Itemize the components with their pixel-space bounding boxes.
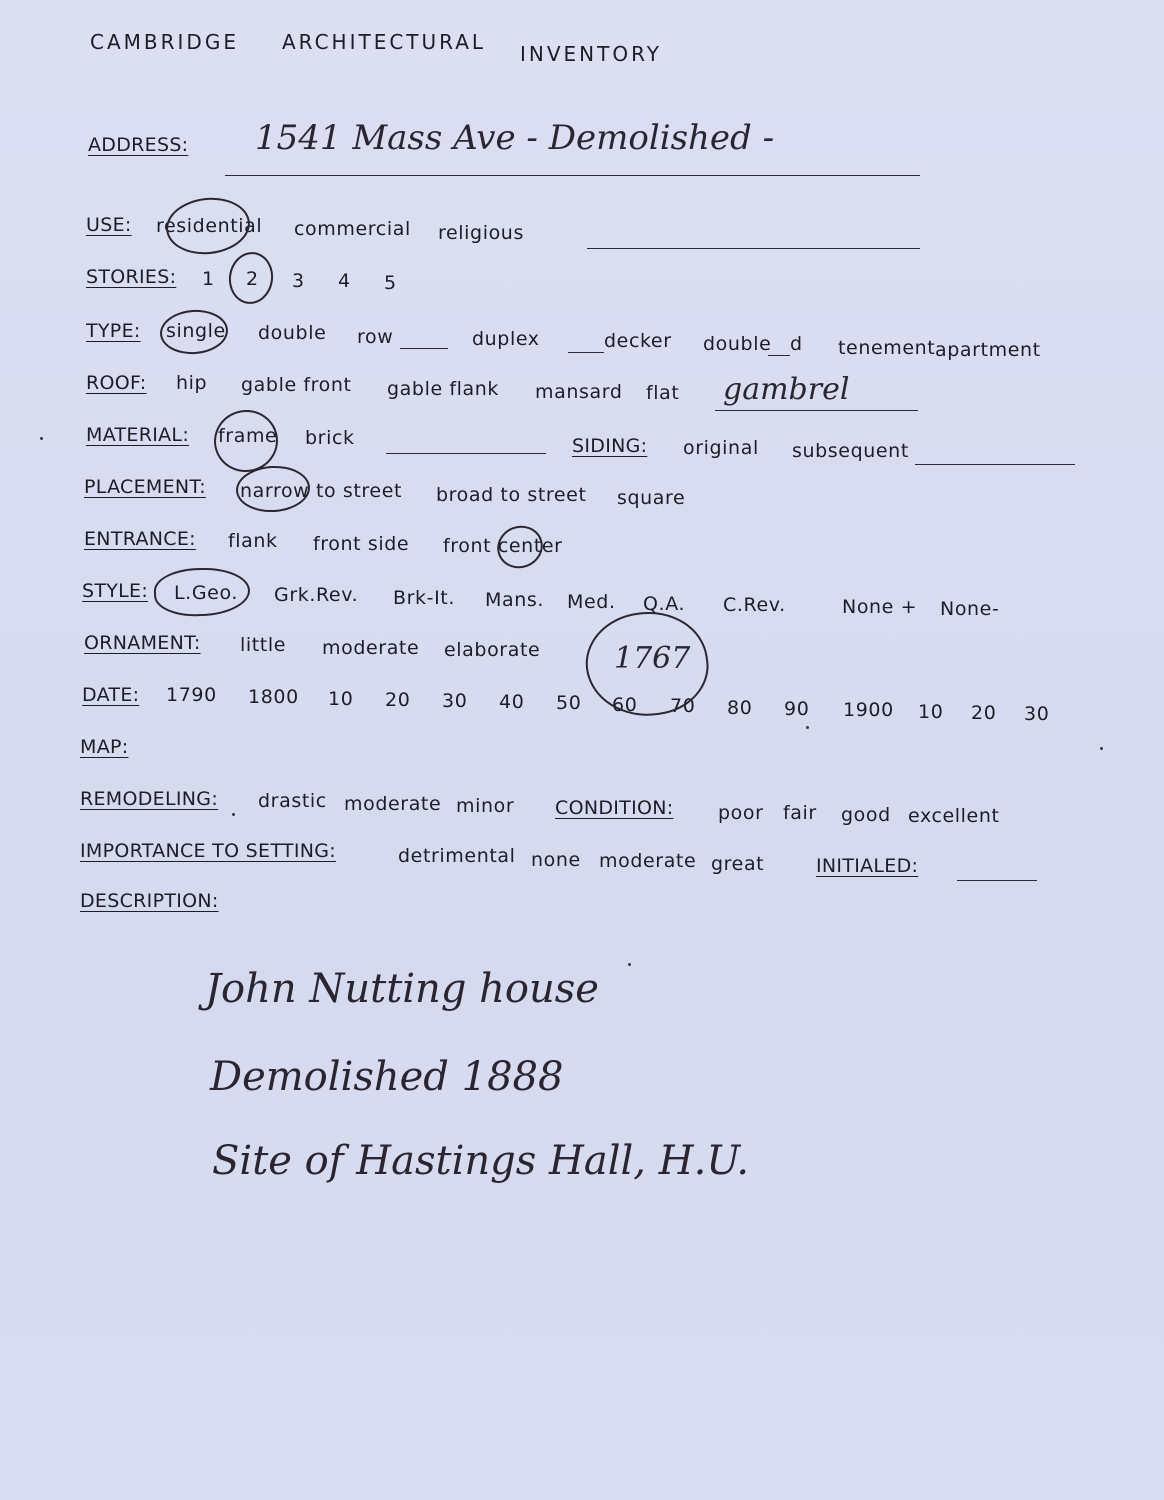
material-option-brick: brick — [305, 427, 355, 449]
style-option-lgeo: L.Geo. — [174, 582, 238, 604]
type-option-double-d: double — [703, 333, 772, 355]
ornament-label: ORNAMENT: — [84, 632, 201, 654]
style-option-none-plus: None + — [842, 596, 918, 618]
date-option-80: 80 — [727, 697, 753, 719]
date-handwritten-value: 1767 — [614, 641, 691, 676]
roof-other-line — [715, 410, 918, 411]
condition-option-poor: poor — [718, 802, 764, 824]
date-option-70: 70 — [670, 695, 696, 717]
style-option-grkrev: Grk.Rev. — [274, 584, 359, 606]
siding-other-line — [915, 464, 1075, 465]
material-label: MATERIAL: — [86, 424, 190, 446]
condition-option-excellent: excellent — [908, 805, 1000, 827]
remodeling-option-drastic: drastic — [258, 790, 327, 812]
style-option-mans: Mans. — [485, 589, 545, 611]
date-option-30: 30 — [442, 690, 468, 712]
map-label: MAP: — [80, 736, 129, 758]
stories-option-4: 4 — [338, 270, 351, 292]
siding-label: SIDING: — [572, 435, 648, 457]
condition-option-fair: fair — [783, 802, 817, 824]
date-option-10: 10 — [328, 688, 354, 710]
remodeling-label: REMODELING: — [80, 788, 219, 810]
roof-option-hip: hip — [176, 372, 208, 394]
header-word-inventory: INVENTORY — [520, 42, 662, 66]
style-label: STYLE: — [82, 580, 149, 602]
address-label: ADDRESS: — [88, 134, 189, 156]
type-option-duplex: duplex — [472, 328, 540, 350]
description-line-1: John Nutting house — [205, 966, 599, 1012]
type-option-tenement: tenement — [838, 337, 936, 359]
description-label: DESCRIPTION: — [80, 890, 219, 912]
stories-option-1: 1 — [202, 268, 215, 290]
importance-option-detrimental: detrimental — [398, 845, 516, 867]
stray-mark — [1100, 747, 1103, 750]
stray-mark — [40, 437, 43, 440]
type-option-d: d — [790, 333, 803, 355]
style-option-none-minus: None- — [940, 598, 1000, 620]
address-handwritten-value: 1541 Mass Ave - Demolished - — [255, 118, 775, 158]
ornament-option-moderate: moderate — [322, 637, 420, 659]
placement-option-square: square — [617, 487, 686, 509]
placement-option-broad: broad to street — [436, 484, 587, 506]
placement-option-narrow: narrow to street — [240, 480, 403, 502]
entrance-label: ENTRANCE: — [84, 528, 196, 550]
ornament-option-elaborate: elaborate — [444, 639, 541, 661]
style-option-crev: C.Rev. — [723, 594, 786, 616]
header-word-cambridge: CAMBRIDGE — [90, 30, 239, 54]
date-option-1910: 10 — [918, 701, 944, 723]
description-line-3: Site of Hastings Hall, H.U. — [212, 1138, 750, 1184]
roof-handwritten-value: gambrel — [723, 372, 850, 407]
date-option-1790: 1790 — [166, 684, 217, 706]
type-option-row: row — [357, 326, 394, 348]
siding-option-original: original — [683, 437, 759, 459]
entrance-option-front-side: front side — [313, 533, 410, 555]
type-row-blank — [400, 348, 448, 349]
type-option-apartment: apartment — [935, 339, 1041, 361]
date-option-90: 90 — [784, 698, 810, 720]
entrance-option-front-center: front center — [443, 535, 563, 557]
date-option-1920: 20 — [971, 702, 997, 724]
stories-label: STORIES: — [86, 266, 177, 288]
header-word-architectural: ARCHITECTURAL — [282, 30, 487, 54]
date-option-1900: 1900 — [843, 699, 894, 721]
type-double-d-blank — [768, 355, 790, 356]
date-option-50: 50 — [556, 692, 582, 714]
importance-option-moderate: moderate — [599, 850, 697, 872]
type-option-single: single — [166, 320, 226, 342]
remodeling-option-moderate: moderate — [344, 793, 442, 815]
stories-option-3: 3 — [292, 270, 305, 292]
material-other-line — [386, 453, 546, 454]
stories-option-5: 5 — [384, 272, 397, 294]
roof-option-flat: flat — [646, 382, 680, 404]
remodeling-option-minor: minor — [456, 795, 515, 817]
type-decker-blank — [568, 352, 604, 353]
style-option-brkit: Brk-It. — [393, 587, 455, 609]
use-other-line — [587, 248, 920, 249]
description-line-2: Demolished 1888 — [210, 1054, 564, 1100]
roof-option-mansard: mansard — [535, 381, 623, 403]
importance-option-great: great — [711, 853, 765, 875]
use-option-residential: residential — [156, 215, 263, 237]
siding-option-subsequent: subsequent — [792, 440, 909, 462]
stray-mark — [806, 726, 809, 729]
importance-option-none: none — [531, 849, 581, 871]
stories-option-2: 2 — [246, 268, 259, 290]
date-option-60: 60 — [612, 694, 638, 716]
roof-option-gable-flank: gable flank — [387, 378, 500, 400]
type-label: TYPE: — [86, 320, 141, 342]
use-option-commercial: commercial — [294, 218, 411, 240]
condition-option-good: good — [841, 804, 891, 826]
placement-label: PLACEMENT: — [84, 476, 206, 498]
stray-mark — [232, 813, 235, 816]
date-label: DATE: — [82, 684, 140, 706]
type-option-decker: decker — [604, 330, 672, 352]
type-option-double: double — [258, 322, 327, 344]
style-option-med: Med. — [567, 591, 616, 613]
use-option-religious: religious — [438, 222, 524, 244]
style-option-qa: Q.A. — [643, 593, 686, 615]
condition-label: CONDITION: — [555, 797, 674, 819]
entrance-option-flank: flank — [228, 530, 278, 552]
material-option-frame: frame — [218, 425, 278, 447]
date-option-1800: 1800 — [248, 686, 299, 708]
address-line — [225, 175, 920, 176]
date-option-40: 40 — [499, 691, 525, 713]
initialed-line — [957, 880, 1037, 881]
roof-label: ROOF: — [86, 372, 147, 394]
date-option-20: 20 — [385, 689, 411, 711]
use-label: USE: — [86, 214, 132, 236]
date-option-1930: 30 — [1024, 703, 1050, 725]
stray-mark — [628, 963, 631, 966]
ornament-option-little: little — [240, 634, 287, 656]
initialed-label: INITIALED: — [816, 855, 919, 877]
importance-label: IMPORTANCE TO SETTING: — [80, 840, 336, 862]
roof-option-gable-front: gable front — [241, 374, 352, 396]
